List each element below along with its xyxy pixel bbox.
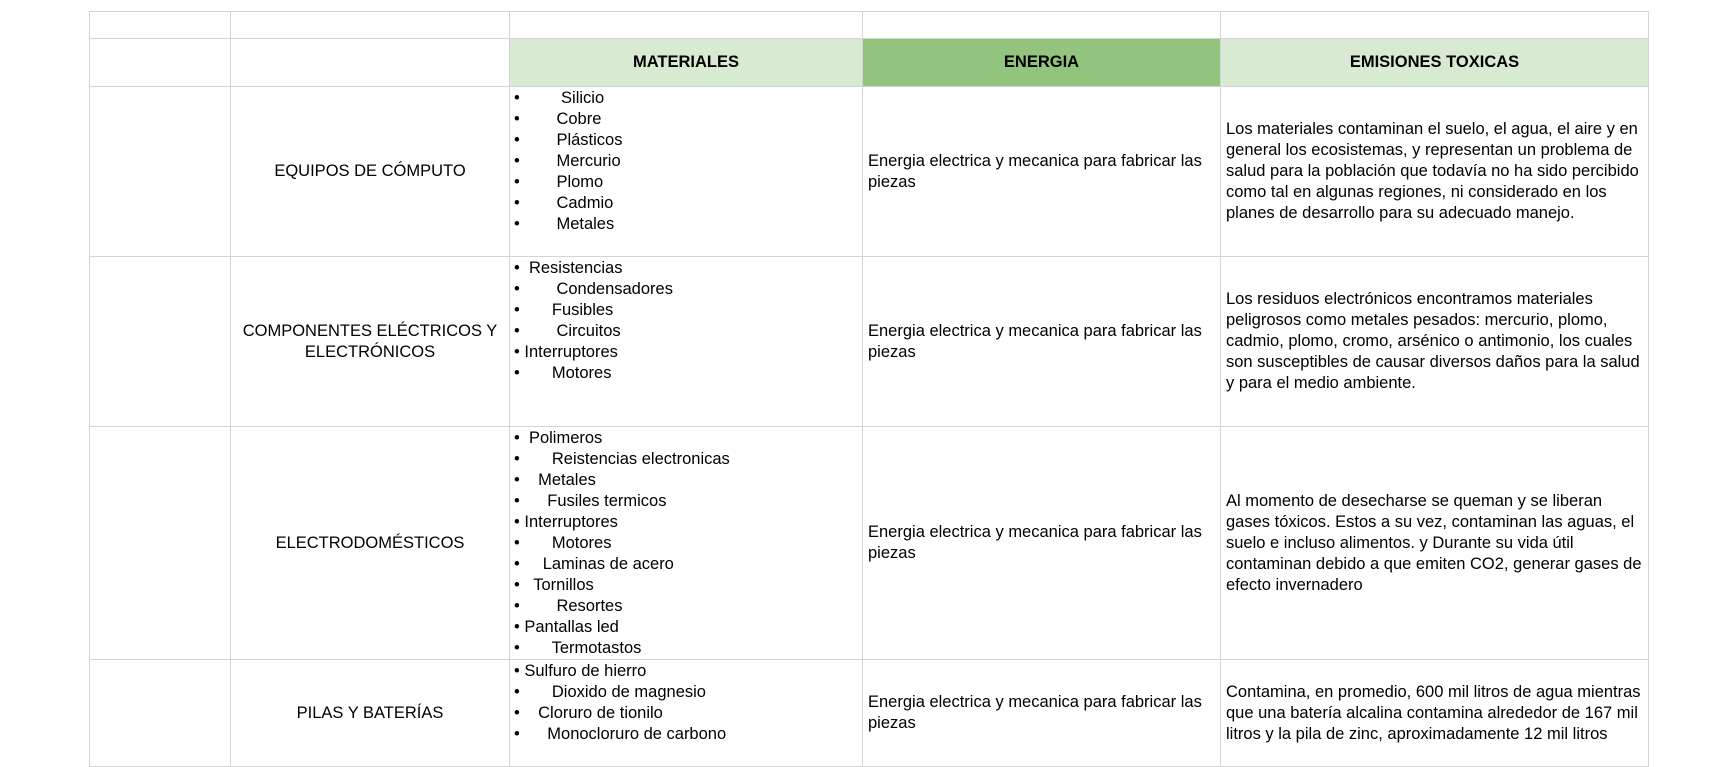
empty-row <box>90 12 1649 39</box>
material-item: • Sulfuro de hierro <box>514 662 647 680</box>
emissions-cell[interactable]: Los residuos electrónicos encontramos materiales peligrosos como metales pesados: mercurio, plomo, cadmio, plomo, cromo, arsénico o antimonio, los cuales son susceptibles de causar diversos daños para la salud y para el medio ambiente. <box>1221 257 1649 427</box>
material-item: • Fusiles termicos <box>514 492 667 510</box>
material-item: • Pantallas led <box>514 618 619 636</box>
energy-cell[interactable]: Energia electrica y mecanica para fabricar las piezas <box>863 427 1221 660</box>
material-item: • Cadmio <box>514 194 614 212</box>
material-item: • Metales <box>514 215 615 233</box>
header-materiales[interactable]: MATERIALES <box>510 39 863 87</box>
material-item: • Interruptores <box>514 513 618 531</box>
category-cell[interactable]: EQUIPOS DE CÓMPUTO <box>231 87 510 257</box>
material-item: • Metales <box>514 471 596 489</box>
table-row <box>90 660 1649 767</box>
emissions-cell[interactable]: Contamina, en promedio, 600 mil litros de agua mientras que una batería alcalina contamina alrededor de 167 mil litros y la pila de zinc, aproximadamente 12 mil litros <box>1221 660 1649 767</box>
energy-cell[interactable]: Energia electrica y mecanica para fabricar las piezas <box>863 87 1221 257</box>
empty-cell[interactable] <box>90 12 231 39</box>
empty-cell[interactable] <box>1221 12 1649 39</box>
empty-cell[interactable] <box>90 660 231 767</box>
table-row <box>90 427 1649 660</box>
header-row <box>90 39 1649 87</box>
empty-cell[interactable] <box>90 39 231 87</box>
table-row <box>90 87 1649 257</box>
material-item: • Interruptores <box>514 343 618 361</box>
category-cell[interactable]: COMPONENTES ELÉCTRICOS Y ELECTRÓNICOS <box>231 257 510 427</box>
materials-list <box>514 428 858 659</box>
emissions-cell[interactable]: Los materiales contaminan el suelo, el agua, el aire y en general los ecosistemas, y representan un problema de salud para la población que todavía no ha sido percibido como tal en algunas regiones, ni considerado en los planes de desarrollo para su adecuado manejo. <box>1221 87 1649 257</box>
material-item: • Motores <box>514 534 612 552</box>
material-item: • Plásticos <box>514 131 623 149</box>
material-item: • Laminas de acero <box>514 555 674 573</box>
header-energia[interactable]: ENERGIA <box>863 39 1221 87</box>
spreadsheet-table <box>89 11 1649 767</box>
empty-cell[interactable] <box>863 12 1221 39</box>
material-item: • Cobre <box>514 110 602 128</box>
material-item: • Plomo <box>514 173 604 191</box>
material-item: • Reistencias electronicas <box>514 450 730 468</box>
material-item: • Resistencias <box>514 259 623 277</box>
empty-cell[interactable] <box>231 39 510 87</box>
category-cell[interactable]: ELECTRODOMÉSTICOS <box>231 427 510 660</box>
materials-list <box>514 258 858 384</box>
header-emisiones[interactable]: EMISIONES TOXICAS <box>1221 39 1649 87</box>
empty-cell[interactable] <box>231 12 510 39</box>
materials-cell[interactable] <box>510 660 863 767</box>
material-item: • Fusibles <box>514 301 614 319</box>
material-item: • Motores <box>514 364 612 382</box>
material-item: • Circuitos <box>514 322 621 340</box>
materials-cell[interactable] <box>510 257 863 427</box>
material-item: • Polimeros <box>514 429 603 447</box>
material-item: • Mercurio <box>514 152 621 170</box>
materials-list <box>514 661 858 745</box>
material-item: • Termotastos <box>514 639 642 657</box>
materials-cell[interactable] <box>510 427 863 660</box>
materials-cell[interactable] <box>510 87 863 257</box>
empty-cell[interactable] <box>510 12 863 39</box>
material-item: • Cloruro de tionilo <box>514 704 663 722</box>
material-item: • Monocloruro de carbono <box>514 725 727 743</box>
material-item: • Tornillos <box>514 576 594 594</box>
table-row <box>90 257 1649 427</box>
material-item: • Resortes <box>514 597 623 615</box>
material-item: • Dioxido de magnesio <box>514 683 706 701</box>
empty-cell[interactable] <box>90 87 231 257</box>
empty-cell[interactable] <box>90 257 231 427</box>
energy-cell[interactable]: Energia electrica y mecanica para fabricar las piezas <box>863 257 1221 427</box>
empty-cell[interactable] <box>90 427 231 660</box>
energy-cell[interactable]: Energia electrica y mecanica para fabricar las piezas <box>863 660 1221 767</box>
materials-list <box>514 88 858 235</box>
category-cell[interactable]: PILAS Y BATERÍAS <box>231 660 510 767</box>
material-item: • Silicio <box>514 89 605 107</box>
material-item: • Condensadores <box>514 280 673 298</box>
emissions-cell[interactable]: Al momento de desecharse se queman y se liberan gases tóxicos. Estos a su vez, contaminan las aguas, el suelo e incluso alimentos. y Durante su vida útil contaminan debido a que emiten CO2, generar gases de efecto invernadero <box>1221 427 1649 660</box>
